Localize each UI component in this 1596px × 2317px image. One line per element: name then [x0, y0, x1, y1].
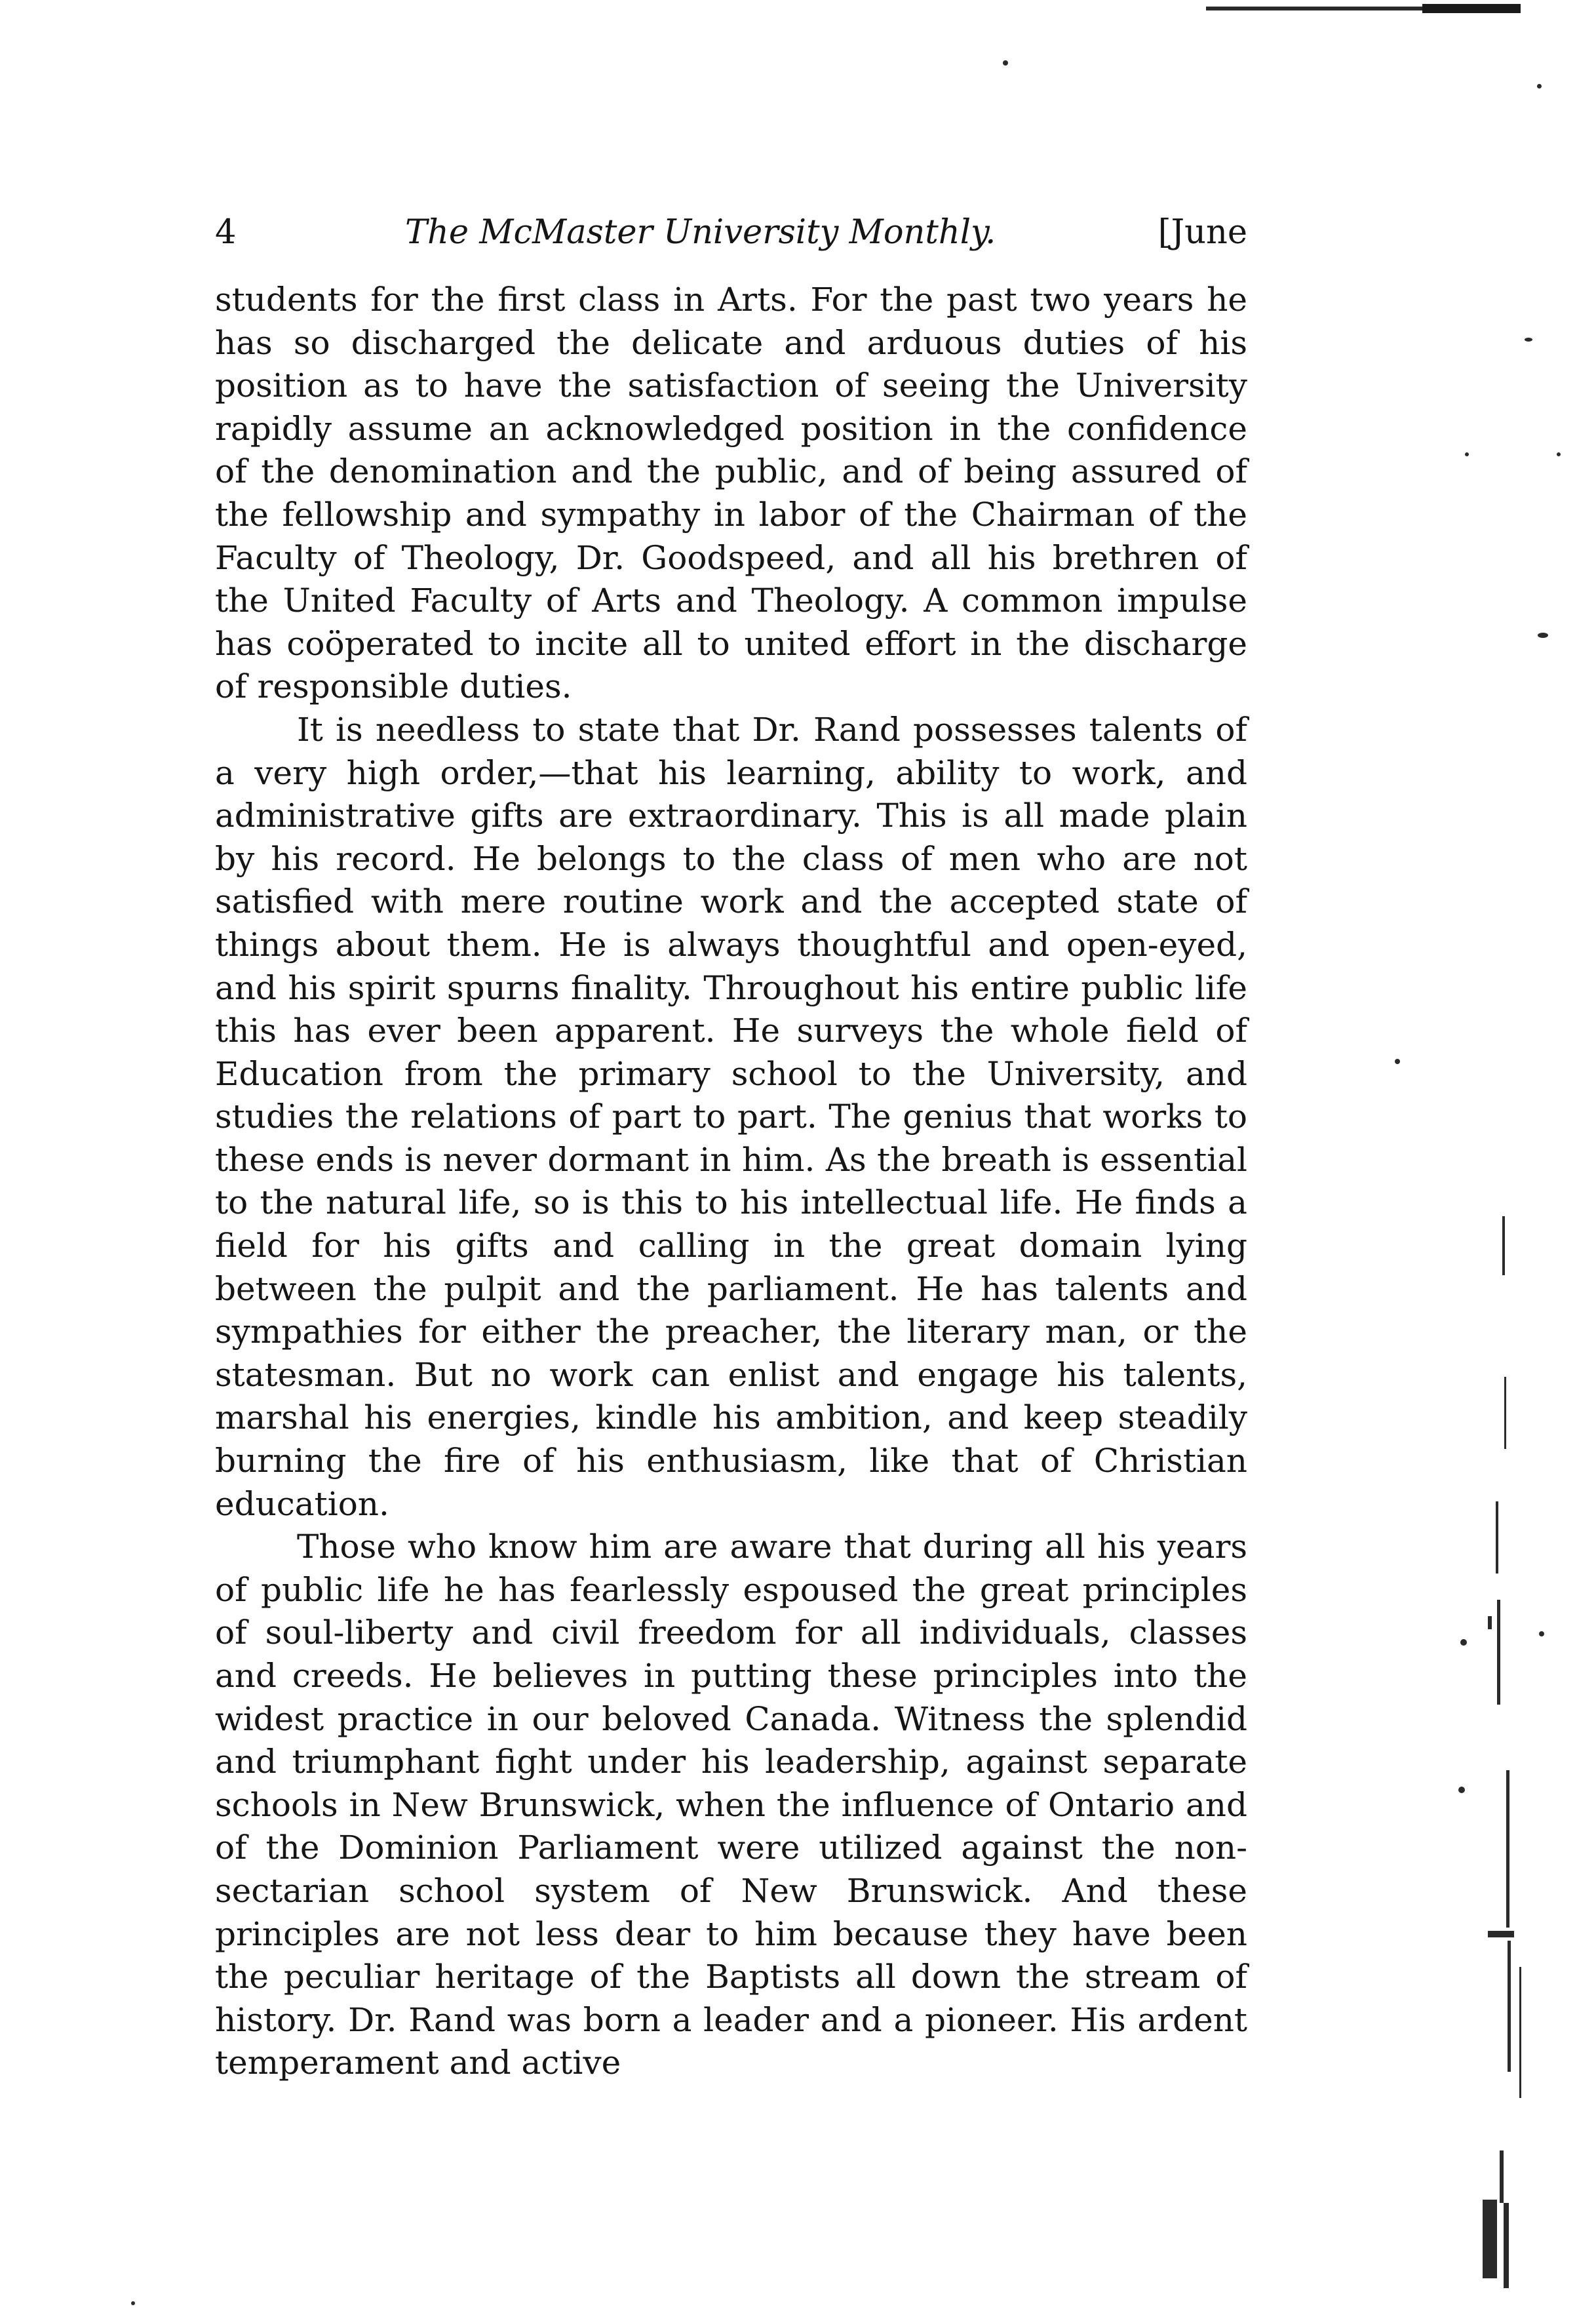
paragraph-1: students for the first class in Arts. For the past two years he has so discharged the delicate and arduous duties of his position as to have the satisfaction of seeing the University rapidly assume an acknowledged position in the confidence of the denomination and the public, and of being assured of the fellowship and sympathy in labor of the Chairman of the Faculty of Theology, Dr. Goodspeed, and all his brethren of the United Faculty of Arts and Theology. A common impulse has coöperated to incite all to united effort in the discharge of responsible duties.: [215, 281, 1247, 706]
page-number: 4: [215, 213, 237, 252]
running-header: [215, 210, 1247, 256]
paragraph-2: It is needless to state that Dr. Rand possesses talents of a very high order,—that his learning, ability to work, and administrative gifts are extraordinary. This is all made plain by his record. He belongs to the class of men who are not satisfied with mere routine work and the accepted state of things about them. He is always thoughtful and open-eyed, and his spirit spurns finality. Throughout his entire public life this has ever been apparent. He surveys the whole field of Education from the primary school to the University, and studies the relations of part to part. The genius that works to these ends is never dormant in him. As the breath is essential to the natural life, so is this to his intellectual life. He finds a field for his gifts and calling in the great domain lying between the pulpit and the parliament. He has talents and sympathies for either the preacher, the literary man, or the statesman. But no work can enlist and engage his talents, marshal his energies, kindle his ambition, and keep steadily burning the fire of his enthusiasm, like that of Christian education.: [215, 710, 1247, 1523]
top-rule-mark: [1422, 4, 1521, 13]
issue-month: [June: [1158, 213, 1247, 252]
paragraph-3: Those who know him are aware that during all his years of public life he has fearlessly espoused the great principles of soul-liberty and civil freedom for all individuals, classes and creeds. He believes in putting these principles into the widest practice in our beloved Canada. Witness the splendid and triumphant fight under his leadership, against separate schools in New Brunswick, when the influence of Ontario and of the Dominion Parliament were utilized against the non-sectarian school system of New Brunswick. And these principles are not less dear to him because they have been the peculiar heritage of the Baptists all down the stream of history. Dr. Rand was born a leader and a pioneer. His ardent temperament and active: [215, 1528, 1247, 2082]
journal-title: The McMaster University Monthly.: [405, 213, 996, 252]
article-body: [215, 279, 1247, 2085]
